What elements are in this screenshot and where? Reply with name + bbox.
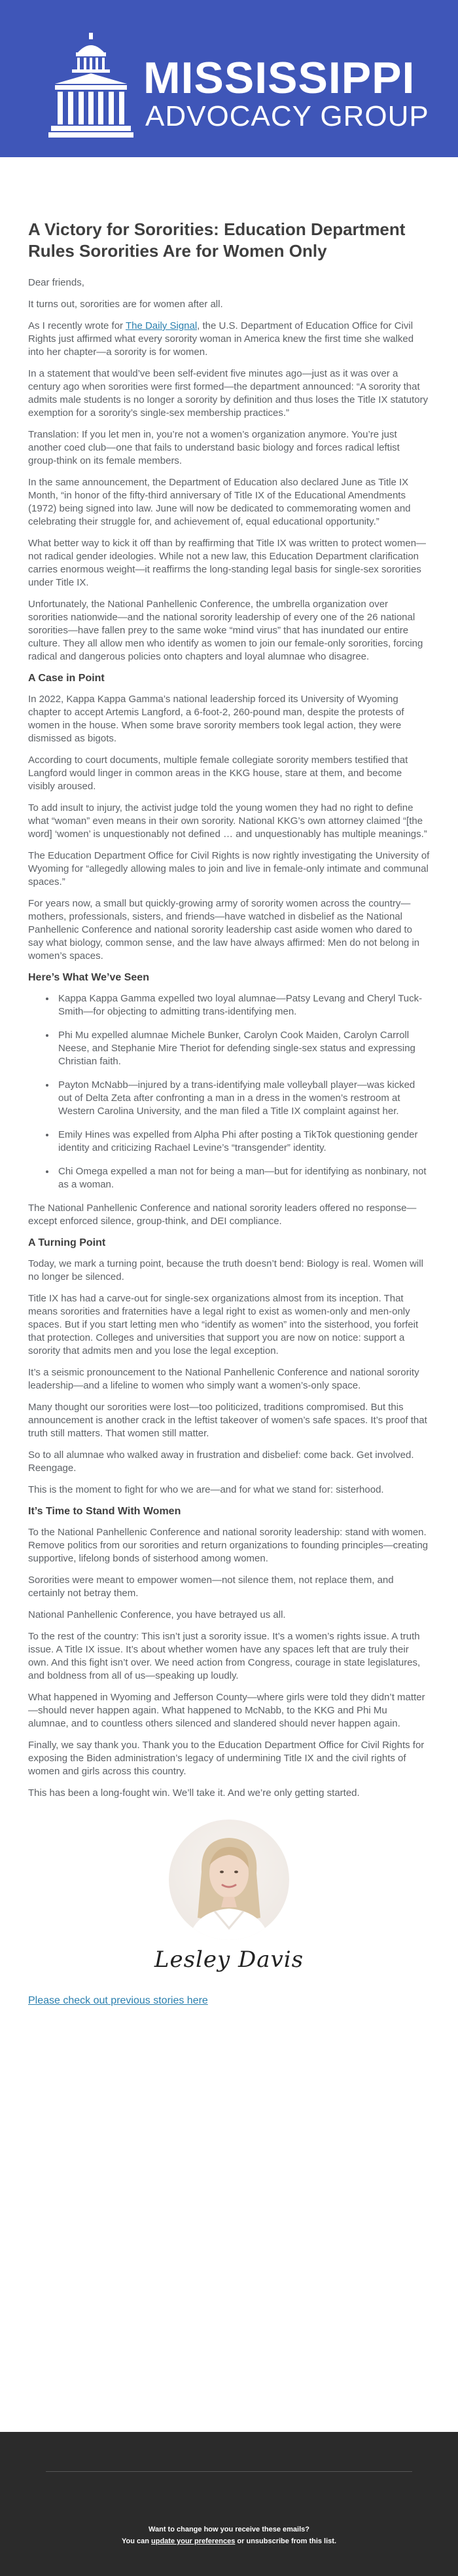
paragraph: To add insult to injury, the activist judge told the young women they had no right to define what “woman” even means in their own sorority. National KKG’s own attorney claimed “[the word] ‘women’ is unquestionably not defined … and unquestionably has multiple meanings.” (28, 802, 427, 840)
paragraph: To the National Panhellenic Conference and national sorority leadership: stand with women. Remove politics from our sororities and return organizations to founding principles—creating supportive, lifelong bonds of sisterhood among women. (28, 1527, 429, 1564)
paragraph: In the same announcement, the Department of Education also declared June as Title IX Month, “in honor of the fifty-third anniversary of Title IX of the Educational Amendments (1972) being signed into law. June will now be dedicated to commemorating women and celebrating their struggle for, and achievement of, equal educational opportunity.” (28, 477, 411, 527)
daily-signal-link[interactable]: The Daily Signal (125, 320, 198, 331)
logo-subtitle: ADVOCACY GROUP (145, 100, 429, 132)
list-item: • Kappa Kappa Gamma expelled two loyal alumnae—Patsy Levang and Cheryl Tuck-Smith—for objecting to admitting trans-identifying men. (56, 992, 430, 1018)
examples-list (28, 992, 430, 1191)
paragraph: What better way to kick it off than by reaffirming that Title IX was written to protect women—not radical gender ideologies. While not a new law, this Education Department clarification carries enormous weight—it reaffirms the long-standing legal basis for single-sex sororities under Title IX. (28, 538, 427, 588)
paragraph: The National Panhellenic Conference and national sorority leaders offered no response—except enforced silence, group-think, and DEI compliance. (28, 1203, 417, 1227)
section-heading-turning: A Turning Point (28, 1237, 106, 1248)
list-item: • Payton McNabb—injured by a trans-identifying male volleyball player—was kicked out of Delta Zeta after confronting a man in a dress in the women’s restroom at Western Carolina University, and the man filed a Title IX complaint against her. (56, 1079, 430, 1118)
paragraph: So to all alumnae who walked away in frustration and disbelief: come back. Get involved. Reengage. (28, 1449, 414, 1474)
update-preferences-link[interactable]: update your preferences (151, 2537, 236, 2545)
paragraph: Finally, we say thank you. Thank you to the Education Department Office for Civil Rights for exposing the Biden administration’s legacy of undermining Title IX and the civil rights of women and girls across this country. (28, 1740, 425, 1777)
paragraph: For years now, a small but quickly-growing army of sorority women across the country—mothers, professionals, sisters, and friends—have watched in disbelief as the National Panhellenic Conference and national sorority leadership cast aside women who dared to say what biology, common sense, and the law have always affirmed: Men do not belong in women’s spaces. (28, 898, 420, 961)
paragraph: Unfortunately, the National Panhellenic Conference, the umbrella organization over sororities nationwide—and the national sorority leadership of every one of the 26 national sororities—have fallen prey to the same woke “mind virus” that has inundated our entire culture. They all allow men who identify as women to join our female-only sororities, forcing radical and dangerous policies onto chapters and loyal alumnae who disagree. (28, 599, 423, 662)
signature-block (28, 1820, 430, 1973)
paragraph: In 2022, Kappa Kappa Gamma’s national leadership forced its University of Wyoming chapter to accept Artemis Langford, a 6-foot-2, 260-pound man, despite the protests of women in the house. When some brave sorority members took legal action, they were dismissed as bigots. (28, 694, 404, 744)
section-heading-stand: It’s Time to Stand With Women (28, 1506, 181, 1517)
paragraph: As I recently wrote for The Daily Signal, the U.S. Department of Education Office for Civil Rights just affirmed what every sorority woman in America knew the first time she walked into her chapter—a sorority is for women. (28, 320, 414, 358)
portrait-illustration (169, 1820, 289, 1940)
paragraph: Today, we mark a turning point, because the truth doesn’t bend: Biology is real. Women will no longer be silenced. (28, 1258, 423, 1282)
footer-text: Want to change how you receive these emails? You can update your preferences or unsubscribe from this list. (121, 2526, 337, 2545)
paragraph: This is the moment to fight for who we are—and for what we stand for: sisterhood. (28, 1484, 384, 1495)
paragraph: Translation: If you let men in, you’re not a women’s organization anymore. You’re just another coed club—one that fails to understand basic biology and forces radical leftist group-think on its female members. (28, 429, 400, 466)
paragraph: Sororities were meant to empower women—not silence them, not replace them, and certainly not betray them. (28, 1575, 394, 1599)
footer-question: Want to change how you receive these emails? (149, 2526, 309, 2533)
paragraph: To the rest of the country: This isn’t just a sorority issue. It’s a women’s rights issue. A truth issue. A Title IX issue. It’s about whether women have any spaces left that are truly their own. And this fight isn’t over. We need action from Congress, courage in state legislatures, and boldness from all of us—speaking up loudly. (28, 1631, 421, 1681)
footer (0, 2432, 458, 2576)
paragraph: What happened in Wyoming and Jefferson County—where girls were told they didn’t matter—should never happen again. What happened to McNabb, to the KKG and Phi Mu alumnae, and to countless others silenced and slandered should never happen again. (28, 1692, 425, 1729)
article-title: A Victory for Sororities: Education Department Rules Sororities Are for Women Only (28, 219, 406, 261)
paragraph: It’s a seismic pronouncement to the National Panhellenic Conference and national sorority leadership—and a lifeline to women who simply want a women’s-only space. (28, 1367, 419, 1391)
list-item: • Phi Mu expelled alumnae Michele Bunker, Carolyn Cook Maiden, Carolyn Carroll Neese, and Stephanie Mire Theriot for defending single-sex status and expressing Christian faith. (56, 1029, 430, 1068)
footer-divider (46, 2471, 412, 2472)
logo-title: MISSISSIPPI (143, 53, 415, 103)
logo (48, 33, 429, 138)
paragraph: Title IX has had a carve-out for single-sex organizations almost from its inception. That means sororities and fraternities have a legal right to exist as women-only and men-only spaces. But if you start letting men who “identify as women” into the sisterhood, you forfeit that protection. Colleges and universities that support you are now on notice: support a sorority that admits men and you lose the legal exception. (28, 1293, 419, 1356)
paragraph: In a statement that would’ve been self-evident five minutes ago—just as it was over a century ago when sororities were first formed—the department announced: “A sorority that admits male students is no longer a sorority by definition and thus loses the Title IX statutory exemption for a sorority’s single-sex membership practices.” (28, 368, 429, 419)
section-heading-case: A Case in Point (28, 673, 105, 684)
greeting: Dear friends, (28, 277, 84, 288)
article-body (28, 157, 430, 2007)
previous-stories-link[interactable]: Please check out previous stories here (28, 1995, 208, 2006)
list-item: • Emily Hines was expelled from Alpha Phi after posting a TikTok questioning gender identity and criticizing Rachael Levine’s “transgender” identity. (56, 1129, 430, 1155)
paragraph: The Education Department Office for Civil Rights is now rightly investigating the University of Wyoming for “allegedly allowing males to join and live in female-only intimate and communal spaces.” (28, 850, 430, 887)
author-portrait (169, 1820, 289, 1940)
paragraph: This has been a long-fought win. We’ll take it. And we’re only getting started. (28, 1787, 360, 1799)
list-item: • Chi Omega expelled a man not for being a man—but for identifying as nonbinary, not as a woman. (56, 1165, 430, 1191)
capitol-building-icon (48, 33, 133, 138)
section-heading-seen: Here’s What We’ve Seen (28, 972, 149, 983)
author-signature: Lesley Davis (154, 1947, 304, 1973)
paragraph: According to court documents, multiple female collegiate sorority members testified that Langford would linger in common areas in the KKG house, stare at them, and become visibly aroused. (28, 755, 408, 792)
paragraph: Many thought our sororities were lost—too politicized, traditions compromised. But this announcement is another crack in the leftist takeover of women’s safe spaces. It’s proof that truth still matters. That women still matter. (28, 1402, 427, 1439)
intro-paragraph: It turns out, sororities are for women after all. (28, 299, 223, 310)
header-banner (0, 0, 458, 157)
paragraph: National Panhellenic Conference, you have betrayed us all. (28, 1609, 286, 1620)
